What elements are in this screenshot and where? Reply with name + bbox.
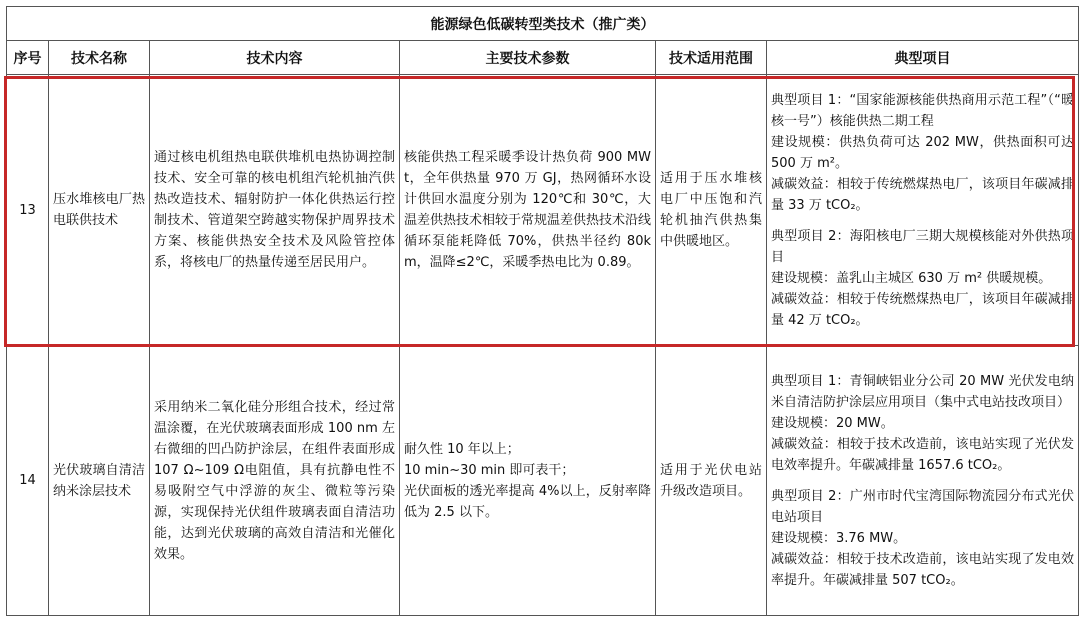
col-header-params: 主要技术参数 [400, 41, 656, 75]
tech-params: 耐久性 10 年以上； 10 min~30 min 即可表干； 光伏面板的透光率提高 4%以上，反射率降低为 2.5 以下。 [400, 346, 656, 616]
col-header-no: 序号 [7, 41, 49, 75]
typical-projects [767, 75, 1079, 346]
col-header-scope: 技术适用范围 [656, 41, 767, 75]
table-title: 能源绿色低碳转型类技术（推广类） [7, 7, 1079, 41]
col-header-name: 技术名称 [49, 41, 150, 75]
project-benefit: 减碳效益：相较于技术改造前，该电站实现了发电效率提升。年碳减排量 507 tCO₂。 [771, 551, 1074, 588]
tech-params: 核能供热工程采暖季设计热负荷 900 MWt，全年供热量 970 万 GJ，热网循环水设计供回水温度分别为 120℃和 30℃，大温差供热技术相较于常规温差供热技术沿线循环泵能耗降低 70%，供热半径约 80km，温降≤2℃，采暖季热电比为 0.89。 [400, 75, 656, 346]
project-scale: 建设规模：盖乳山主城区 630 万 m² 供暖规模。 [771, 270, 1052, 286]
tech-content: 通过核电机组热电联供堆机电热协调控制技术、安全可靠的核电机组汽轮机抽汽供热改造技术、辐射防护一体化供热运行控制技术、管道架空跨越实物保护周界技术方案、核能供热安全技术及风险管控体系，将核电厂的热量传递至居民用户。 [150, 75, 400, 346]
tech-table [6, 6, 1079, 616]
project-title: 典型项目 1：青铜峡铝业分公司 20 MW 光伏发电纳米自清洁防护涂层应用项目（集中式电站技改项目） [771, 373, 1074, 410]
col-header-content: 技术内容 [150, 41, 400, 75]
project-block [771, 226, 1074, 331]
project-scale: 建设规模：3.76 MW。 [771, 530, 907, 546]
project-scale: 建设规模：供热负荷可达 202 MW，供热面积可达 500 万 m²。 [771, 134, 1074, 171]
tech-name: 压水堆核电厂热电联供技术 [49, 75, 150, 346]
project-benefit: 减碳效益：相较于传统燃煤热电厂，该项目年碳减排量 33 万 tCO₂。 [771, 176, 1074, 213]
table-row [7, 346, 1079, 616]
project-scale: 建设规模：20 MW。 [771, 415, 894, 431]
project-benefit: 减碳效益：相较于传统燃煤热电厂，该项目年碳减排量 42 万 tCO₂。 [771, 291, 1074, 328]
tech-scope: 适用于压水堆核电厂中压饱和汽轮机抽汽供热集中供暖地区。 [656, 75, 767, 346]
project-title: 典型项目 1：“国家能源核能供热商用示范工程”（“暖核一号”）核能供热二期工程 [771, 92, 1074, 129]
project-block [771, 371, 1074, 476]
project-benefit: 减碳效益：相较于技术改造前，该电站实现了光伏发电效率提升。年碳减排量 1657.6 tCO₂。 [771, 436, 1074, 473]
table-row [7, 75, 1079, 346]
tech-scope: 适用于光伏电站升级改造项目。 [656, 346, 767, 616]
tech-name: 光伏玻璃自清洁纳米涂层技术 [49, 346, 150, 616]
row-no: 14 [7, 346, 49, 616]
row-no: 13 [7, 75, 49, 346]
project-block [771, 90, 1074, 216]
col-header-projects: 典型项目 [767, 41, 1079, 75]
project-title: 典型项目 2：广州市时代宝湾国际物流园分布式光伏电站项目 [771, 488, 1074, 525]
tech-content: 采用纳米二氧化硅分形组合技术，经过常温涂覆，在光伏玻璃表面形成 100 nm 左右微细的凹凸防护涂层，在组件表面形成 107 Ω~109 Ω电阻值，具有抗静电性不易吸附空气中浮游的灰尘、微粒等污染源，实现保持光伏组件玻璃表面自清洁功能，达到光伏玻璃的高效自清洁和光催化效果。 [150, 346, 400, 616]
project-block [771, 486, 1074, 591]
project-title: 典型项目 2：海阳核电厂三期大规模核能对外供热项目 [771, 228, 1074, 265]
typical-projects [767, 346, 1079, 616]
